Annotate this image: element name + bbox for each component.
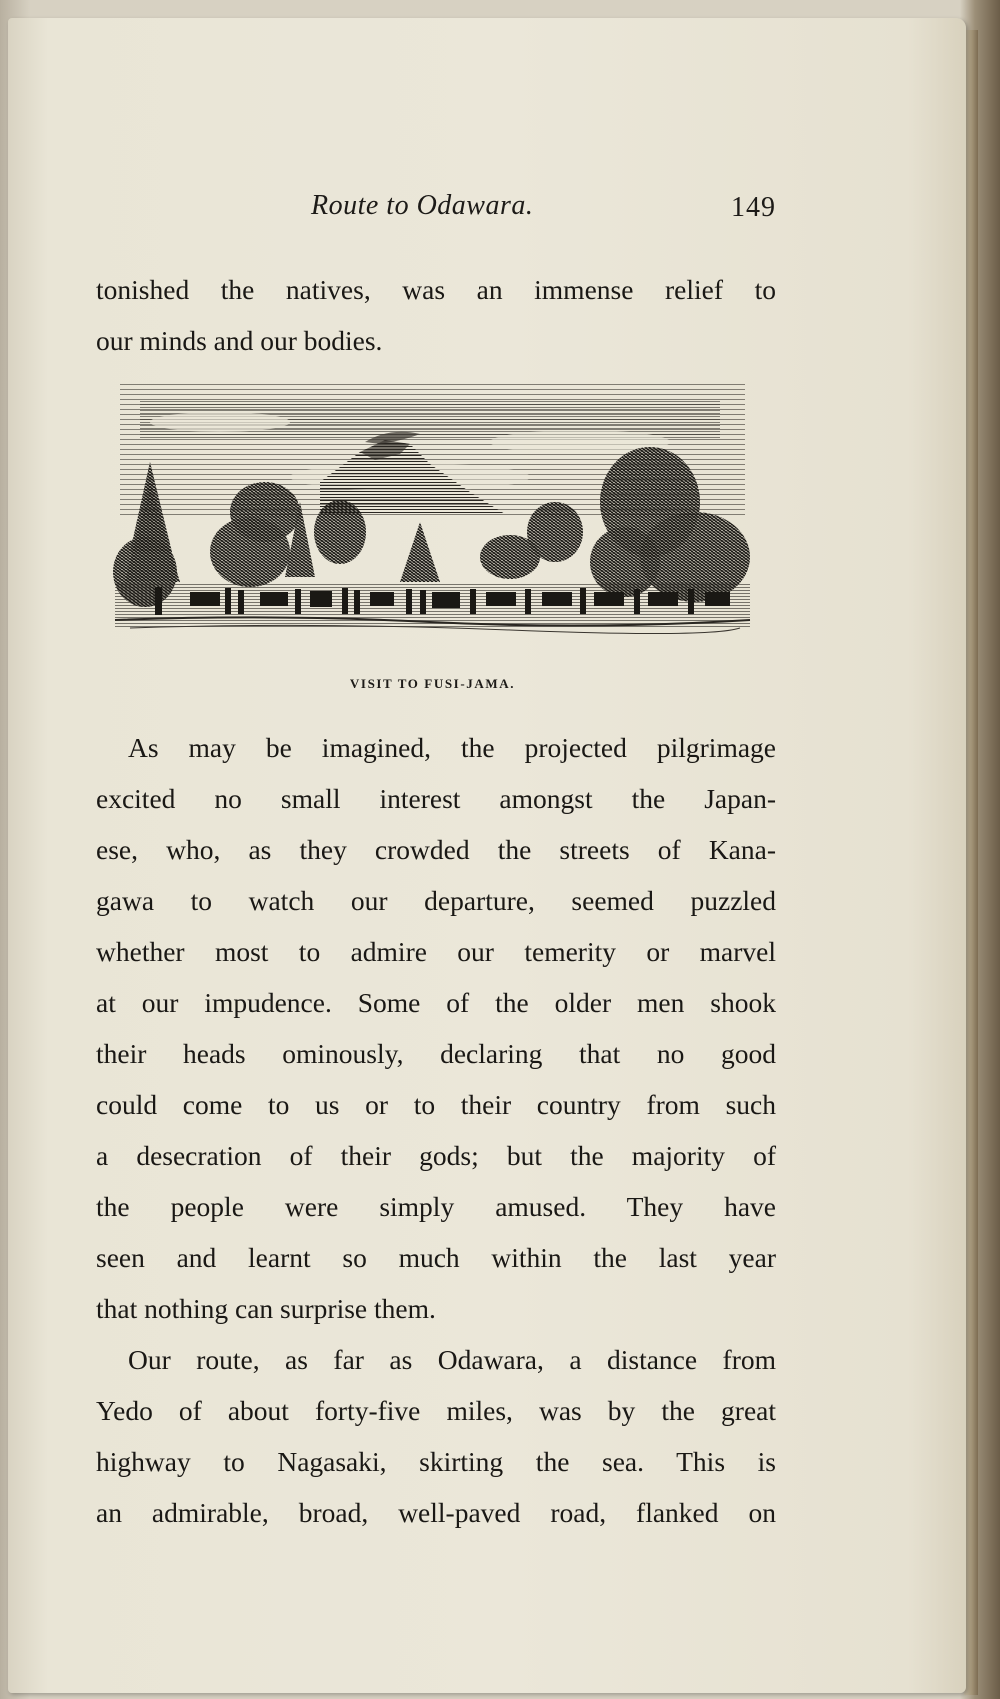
text-line: a desecration of their gods; but the majority of <box>96 1140 776 1171</box>
text-line: gawa to watch our departure, seemed puzzled <box>96 885 776 916</box>
engraving-figure <box>110 382 755 691</box>
text-line: seen and learnt so much within the last year <box>96 1242 776 1273</box>
text-line: ese, who, as they crowded the streets of Kana- <box>96 834 776 865</box>
text-line: excited no small interest amongst the Japan- <box>96 783 776 814</box>
fuji-engraving <box>110 382 755 662</box>
text-line: their heads ominously, declaring that no good <box>96 1038 776 1069</box>
page-number: 149 <box>731 192 776 223</box>
paragraph-1 <box>96 264 776 366</box>
text-line: Our route, as far as Odawara, a distance from <box>128 1344 776 1375</box>
running-head-title: Route to Odawara. <box>311 190 534 221</box>
figure-caption: VISIT TO FUSI-JAMA. <box>349 676 516 691</box>
text-line: As may be imagined, the projected pilgrimage <box>128 732 776 763</box>
text-line: whether most to admire our temerity or marvel <box>96 936 776 967</box>
text-line: could come to us or to their country from such <box>96 1089 776 1120</box>
text-line: Yedo of about forty-five miles, was by the great <box>96 1395 776 1426</box>
text-line: that nothing can surprise them. <box>96 1293 436 1324</box>
text-line: an admirable, broad, well-paved road, flanked on <box>96 1497 776 1528</box>
text-line: our minds and our bodies. <box>96 325 383 356</box>
text-line: highway to Nagasaki, skirting the sea. This is <box>96 1446 776 1477</box>
running-head <box>96 190 776 230</box>
text-line: at our impudence. Some of the older men shook <box>96 987 776 1018</box>
paragraph-2 <box>96 722 776 1538</box>
text-line: tonished the natives, was an immense relief to <box>96 274 776 305</box>
page-edge <box>964 30 978 1695</box>
text-line: the people were simply amused. They have <box>96 1191 776 1222</box>
